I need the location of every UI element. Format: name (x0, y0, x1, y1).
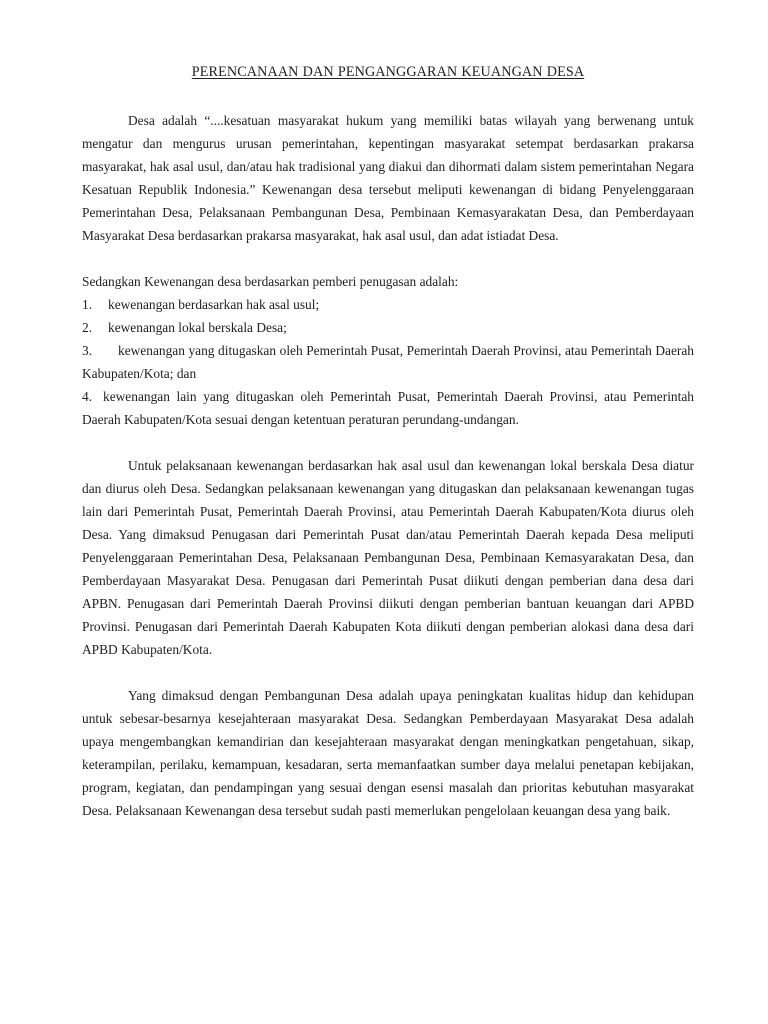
list-item-number: 3. (82, 343, 93, 358)
list-item-number: 2. (82, 320, 93, 335)
list-item (82, 385, 694, 431)
list-item-text: kewenangan berdasarkan hak asal usul; (108, 297, 320, 312)
paragraph-definition: Desa adalah “....kesatuan masyarakat hukum yang memiliki batas wilayah yang berwenang untuk mengatur dan mengurus urusan pemerintahan, kepentingan masyarakat setempat berdasarkan prakarsa masyarakat, hak asal usul, dan/atau hak tradisional yang diakui dan dihormati dalam sistem pemerintahan Negara Kesatuan Republik Indonesia.” Kewenangan desa tersebut meliputi kewenangan di bidang Penyelenggaraan Pemerintahan Desa, Pelaksanaan Pembangunan Desa, Pembinaan Kemasyarakatan Desa, dan Pemberdayaan Masyarakat Desa berdasarkan prakarsa masyarakat, hak asal usul, dan adat istiadat Desa. (82, 113, 694, 243)
paragraph-development: Yang dimaksud dengan Pembangunan Desa adalah upaya peningkatan kualitas hidup dan kehidupan untuk sebesar-besarnya kesejahteraan masyarakat Desa. Sedangkan Pemberdayaan Masyarakat Desa adalah upaya mengembangkan kemandirian dan kesejahteraan masyarakat dengan meningkatkan pengetahuan, sikap, keterampilan, perilaku, kemampuan, kesadaran, serta memanfaatkan sumber daya melalui penetapan kebijakan, program, kegiatan, dan pendampingan yang sesuai dengan esensi masalah dan prioritas kebutuhan masyarakat Desa. Pelaksanaan Kewenangan desa tersebut sudah pasti memerlukan pengelolaan keuangan desa yang baik. (82, 688, 694, 818)
list-item (82, 293, 694, 316)
list-item-text: kewenangan lain yang ditugaskan oleh Pemerintah Pusat, Pemerintah Daerah Provinsi, atau Pemerintah Daerah Kabupaten/Kota sesuai dengan ketentuan peraturan perundang-undangan. (82, 389, 694, 427)
list-item-number: 1. (82, 297, 93, 312)
list-item (82, 316, 694, 339)
list-item-text: kewenangan yang ditugaskan oleh Pemerintah Pusat, Pemerintah Daerah Provinsi, atau Pemerintah Daerah Kabupaten/Kota; dan (82, 343, 694, 381)
list-item (82, 339, 694, 385)
spacer (82, 661, 694, 684)
list-item-text: kewenangan lokal berskala Desa; (108, 320, 287, 335)
paragraph-implementation: Untuk pelaksanaan kewenangan berdasarkan hak asal usul dan kewenangan lokal berskala Desa diatur dan diurus oleh Desa. Sedangkan pelaksanaan kewenangan yang ditugaskan dan pelaksanaan kewenangan tugas lain dari Pemerintah Pusat, Pemerintah Daerah Provinsi, atau Pemerintah Daerah Kabupaten/Kota diurus oleh Desa. Yang dimaksud Penugasan dari Pemerintah Pusat dan/atau Pemerintah Daerah kepada Desa meliputi Penyelenggaraan Pemerintahan Desa, Pelaksanaan Pembangunan Desa, Pembinaan Kemasyarakatan Desa, dan Pemberdayaan Masyarakat Desa. Penugasan dari Pemerintah Pusat diikuti dengan pemberian dana desa dari APBN. Penugasan dari Pemerintah Daerah Provinsi diikuti dengan pemberian bantuan keuangan dari APBD Provinsi. Penugasan dari Pemerintah Daerah Kabupaten Kota diikuti dengan pemberian alokasi dana desa dari APBD Kabupaten/Kota. (82, 458, 694, 657)
document-title: PERENCANAAN DAN PENGANGGARAN KEUANGAN DESA (191, 64, 585, 80)
document-page (82, 64, 694, 822)
list-intro: Sedangkan Kewenangan desa berdasarkan pemberi penugasan adalah: (82, 274, 459, 289)
spacer (82, 247, 694, 270)
list-item-number: 4. (82, 389, 93, 404)
spacer (82, 431, 694, 454)
